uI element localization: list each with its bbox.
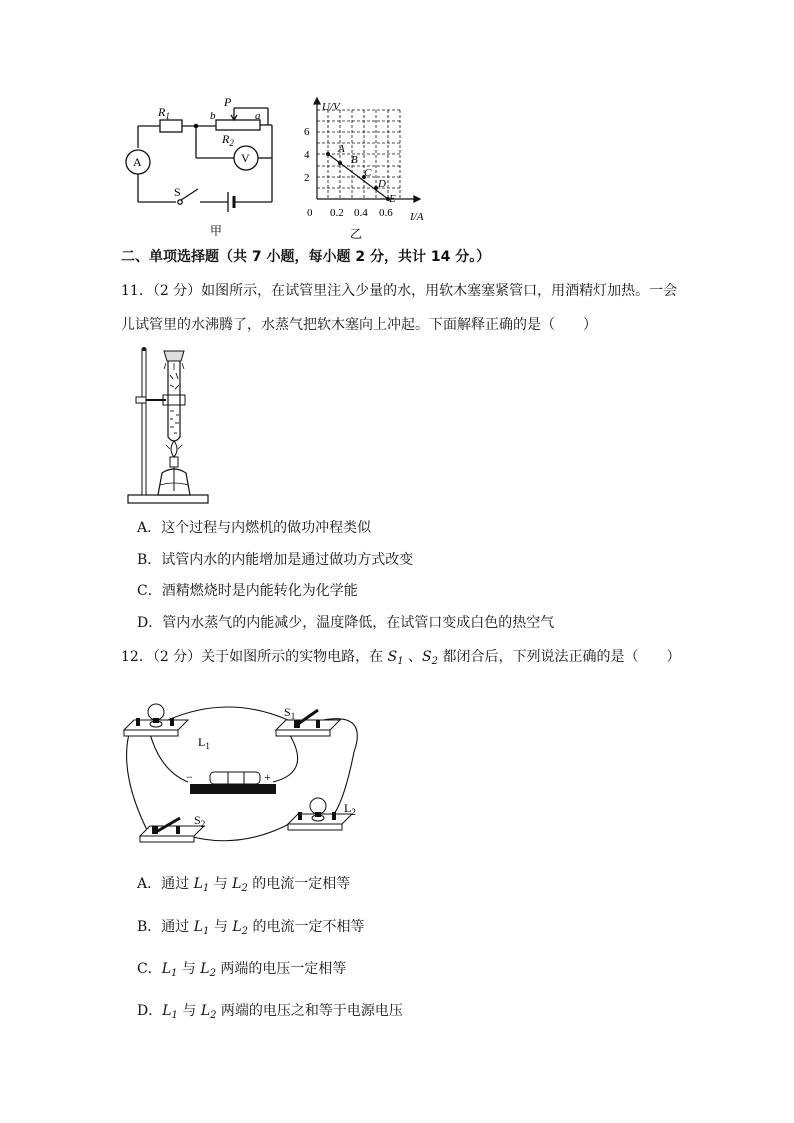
x-axis-label: I/A bbox=[410, 211, 424, 223]
q11-option-d: D．管内水蒸气的内能减少，温度降低，在试管口变成白色的热空气 bbox=[137, 615, 555, 631]
l1-label: $L_1$ bbox=[198, 735, 210, 751]
point-label-c: C bbox=[364, 167, 372, 179]
x-tick-04: 0.4 bbox=[354, 207, 368, 219]
r1-label: $R_1$ bbox=[158, 105, 170, 121]
x-tick-0: 0 bbox=[307, 207, 313, 219]
point-label-a: A bbox=[338, 143, 345, 155]
terminal-b-label: b bbox=[210, 110, 216, 122]
point-label-d: D bbox=[378, 178, 386, 190]
circuit-diagram bbox=[118, 92, 298, 242]
y-tick-6: 6 bbox=[304, 126, 310, 138]
r2-label: $R_2$ bbox=[222, 132, 234, 148]
q12-option-a: A．通过 $L_1$ 与 $L_2$ 的电流一定相等 bbox=[137, 876, 351, 894]
s1-label: $S_1$ bbox=[284, 705, 296, 721]
q12-option-c: C．$L_1$ 与 $L_2$ 两端的电压一定相等 bbox=[137, 961, 347, 979]
graph-caption: 乙 bbox=[350, 227, 363, 241]
s2-label: $S_2$ bbox=[194, 813, 206, 829]
q12-option-b: B．通过 $L_1$ 与 $L_2$ 的电流一定不相等 bbox=[137, 919, 365, 937]
switch-label: S bbox=[174, 185, 181, 199]
q11-option-b: B．试管内水的内能增加是通过做功方式改变 bbox=[137, 552, 414, 568]
x-tick-06: 0.6 bbox=[379, 207, 393, 219]
q12-option-d: D．$L_1$ 与 $L_2$ 两端的电压之和等于电源电压 bbox=[137, 1003, 403, 1021]
y-axis-label: U/V bbox=[322, 101, 340, 113]
test-tube-apparatus-figure bbox=[118, 345, 218, 507]
q11-stem-line1: 11．（2 分）如图所示，在试管里注入少量的水，用软木塞塞紧管口，用酒精灯加热。一会 bbox=[121, 283, 678, 299]
y-tick-4: 4 bbox=[304, 149, 310, 161]
s1-symbol: $S_1$ bbox=[387, 649, 404, 667]
circuit-caption: 甲 bbox=[210, 224, 223, 238]
q11-stem-line2: 儿试管里的水沸腾了，水蒸气把软木塞向上冲起。下面解释正确的是（ ） bbox=[121, 317, 597, 333]
ui-graph bbox=[298, 92, 438, 242]
voltmeter-label: V bbox=[241, 151, 250, 165]
point-label-e: E bbox=[389, 193, 396, 205]
physical-circuit-figure bbox=[118, 692, 368, 857]
point-label-b: B bbox=[351, 154, 358, 166]
l2-label: $L_2$ bbox=[344, 801, 356, 817]
battery-plus-label: + bbox=[264, 770, 271, 784]
y-tick-2: 2 bbox=[304, 172, 310, 184]
x-tick-02: 0.2 bbox=[330, 207, 344, 219]
q12-stem: 12．（2 分）关于如图所示的实物电路，在 $S_1$ 、$S_2$ 都闭合后，下列说法正确的是（ ） bbox=[121, 649, 681, 667]
battery-minus-label: − bbox=[186, 770, 193, 784]
ammeter-label: A bbox=[133, 155, 142, 169]
q11-option-a: A．这个过程与内燃机的做功冲程类似 bbox=[137, 520, 372, 536]
slider-p-label: P bbox=[224, 95, 232, 109]
point-b bbox=[338, 161, 342, 165]
terminal-a-label: a bbox=[255, 110, 261, 122]
section-title: 二、单项选择题（共 7 小题，每小题 2 分，共计 14 分。） bbox=[121, 249, 491, 265]
s2-symbol: $S_2$ bbox=[422, 649, 439, 667]
point-a bbox=[326, 152, 330, 156]
q11-option-c: C．酒精燃烧时是内能转化为化学能 bbox=[137, 583, 358, 599]
